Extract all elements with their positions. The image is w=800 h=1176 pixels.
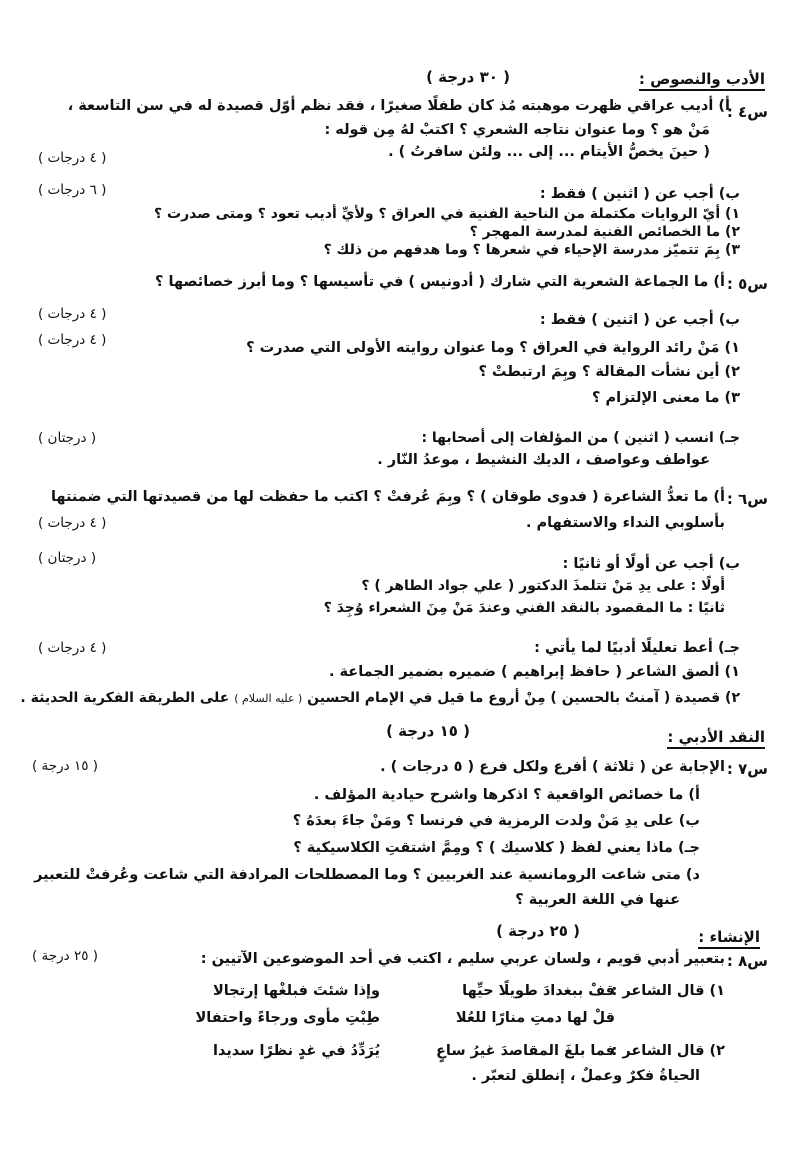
q6-b-item-1: أولًا : على يدِ مَنْ تتلمذَ الدكتور ( علي جواد الطاهر ) ؟	[361, 578, 725, 594]
topic-2-line-2: الحياةُ فكرٌ وعملٌ ، إنطلق لتعبّر .	[471, 1068, 700, 1084]
question-8-label: س٨ :	[726, 952, 768, 970]
topic-1-verse-1b: وإذا شئتَ فبلغْها إرتجالا	[212, 983, 380, 999]
q7-item-a: أ) ما خصائص الواقعية ؟ اذكرها واشرح حيادية المؤلف .	[313, 787, 700, 803]
section-total-literature: ( ٣٠ درجة )	[426, 68, 510, 86]
q5-b-item-2: ٢) أين نشأت المقالة ؟ وبِمَ ارتبطتْ ؟	[478, 364, 740, 380]
q6-c-item-2: ٢) قصيدة ( آمنتُ بالحسين ) مِنْ أروع ما قيل في الإمام الحسين ( عليه السلام ) على الطريقة الفكرية الحديثة .	[20, 690, 740, 706]
q4-a-marks: ( ٤ درجات )	[38, 150, 107, 166]
q6-b-marks: ( درجتان )	[38, 550, 97, 566]
q6-c-intro: جـ) أعط تعليلًا أدبيًا لما يأتي :	[534, 640, 740, 656]
topic-1-verse-1a: قفْ ببغدادَ طويلًا حيِّها	[462, 983, 615, 999]
question-6-label: س٦ :	[726, 490, 768, 508]
q7-item-b: ب) على يدِ مَنْ ولدت الرمزية في فرنسا ؟ ومَنْ جاءَ بعدَهُ ؟	[292, 813, 700, 829]
q7-item-d-line-1: د) متى شاعت الرومانسية عند الغربيين ؟ وما المصطلحات المرادفة التي شاعت وعُرفتْ للتعبير	[34, 867, 700, 883]
q7-item-d-line-2: عنها في اللغة العربية ؟	[515, 892, 680, 908]
q7-item-c: جـ) ماذا يعني لفظ ( كلاسيك ) ؟ ومِمَّ اشتقتِ الكلاسيكية ؟	[293, 840, 700, 856]
q5-c-intro: جـ) انسب ( اثنين ) من المؤلفات إلى أصحابها :	[421, 430, 740, 446]
topic-1-verse-2a: قلْ لها دمتِ منارًا للعُلا	[455, 1010, 615, 1026]
q7-intro: الإجابة عن ( ثلاثة ) أفرع ولكل فرع ( ٥ درجات ) .	[380, 759, 725, 775]
q8-intro: بتعبير أدبي قويم ، ولسان عربي سليم ، اكتب في أحد الموضوعين الآتيين :	[200, 951, 725, 967]
topic-1-label: ١) قال الشاعر :	[611, 983, 725, 999]
q6-b-item-2: ثانيًا : ما المقصود بالنقد الفني وعندَ مَنْ مِنَ الشعراء وُجِدَ ؟	[323, 600, 725, 616]
q4-b-item-2: ٢) ما الخصائص الفنية لمدرسة المهجر ؟	[469, 224, 740, 240]
topic-2-verse-1a: فما بلغَ المقاصدَ غيرُ ساعٍ	[436, 1043, 615, 1059]
q4-b-item-1: ١) أيّ الروايات مكتملة من الناحية الفنية في العراق ؟ ولأيِّ أديب تعود ؟ ومتى صدرت ؟	[154, 206, 740, 222]
q5-b-intro: ب) أجب عن ( اثنين ) فقط :	[539, 312, 740, 328]
q5-a-marks: ( ٤ درجات )	[38, 306, 107, 322]
q5-b-item-3: ٣) ما معنى الإلتزام ؟	[591, 390, 740, 406]
q6-a-line-1: أ) ما تعدُّ الشاعرة ( فدوى طوقان ) ؟ وبِمَ عُرفتْ ؟ اكتب ما حفظت لها من قصيدتها التي ضمنتها	[50, 489, 725, 505]
section-title-literature: الأدب والنصوص :	[639, 70, 765, 91]
q6-c-marks: ( ٤ درجات )	[38, 640, 107, 656]
q6-b-intro: ب) أجب عن أولًا أو ثانيًا :	[562, 556, 740, 572]
q7-marks: ( ١٥ درجة )	[32, 758, 99, 774]
q6-a-marks: ( ٤ درجات )	[38, 515, 107, 531]
topic-2-label: ٢) قال الشاعر :	[611, 1043, 725, 1059]
q4-b-marks: ( ٦ درجات )	[38, 182, 107, 198]
q4-a-line-2: مَنْ هو ؟ وما عنوان نتاجه الشعري ؟ اكتبْ لهُ مِن قوله :	[324, 122, 710, 138]
q4-b-item-3: ٣) بِمَ تتميّز مدرسة الإحياء في شعرها ؟ وما هدفهم من ذلك ؟	[323, 242, 740, 258]
q5-c-items: عواطف وعواصف ، الديك النشيط ، موعدُ النّار .	[377, 452, 710, 468]
question-7-label: س٧ :	[726, 760, 768, 778]
q4-b-intro: ب) أجب عن ( اثنين ) فقط :	[539, 186, 740, 202]
section-total-composition: ( ٢٥ درجة )	[496, 922, 580, 940]
q4-a-line-3: ( حينَ يخصُّ الأيتام ... إلى ... ولئن سافرتُ ) .	[388, 144, 710, 160]
section-title-composition: الإنشاء :	[698, 928, 760, 949]
q6-a-line-2: بأسلوبي النداء والاستفهام .	[525, 515, 725, 531]
q4-a-line-1: أ) أديب عراقي ظهرت موهبته مُذ كان طفلًا صغيرًا ، فقد نظم أوّل قصيدة له في سن التاسعة ،	[67, 98, 730, 114]
q8-marks: ( ٢٥ درجة )	[32, 948, 99, 964]
q5-c-marks: ( درجتان )	[38, 430, 97, 446]
question-4-label: س٤ :	[726, 103, 768, 121]
q5-b-item-1: ١) مَنْ رائد الرواية في العراق ؟ وما عنوان روايته الأولى التي صدرت ؟	[246, 340, 740, 356]
section-title-criticism: النقد الأدبي :	[667, 728, 765, 749]
topic-1-verse-2b: طِبْتِ مأوى ورجاءً واحتفالا	[195, 1010, 380, 1026]
q6-c-item-1: ١) ألصق الشاعر ( حافظ إبراهيم ) ضميره بضمير الجماعة .	[328, 664, 740, 680]
q5-b-marks: ( ٤ درجات )	[38, 332, 107, 348]
section-total-criticism: ( ١٥ درجة )	[386, 722, 470, 740]
topic-2-verse-1b: يُرَدِّدُ في غدٍ نظرًا سديدا	[213, 1043, 380, 1059]
q5-a-line-1: أ) ما الجماعة الشعرية التي شارك ( أدونيس ) في تأسيسها ؟ وما أبرز خصائصها ؟	[155, 274, 725, 290]
question-5-label: س٥ :	[726, 275, 768, 293]
